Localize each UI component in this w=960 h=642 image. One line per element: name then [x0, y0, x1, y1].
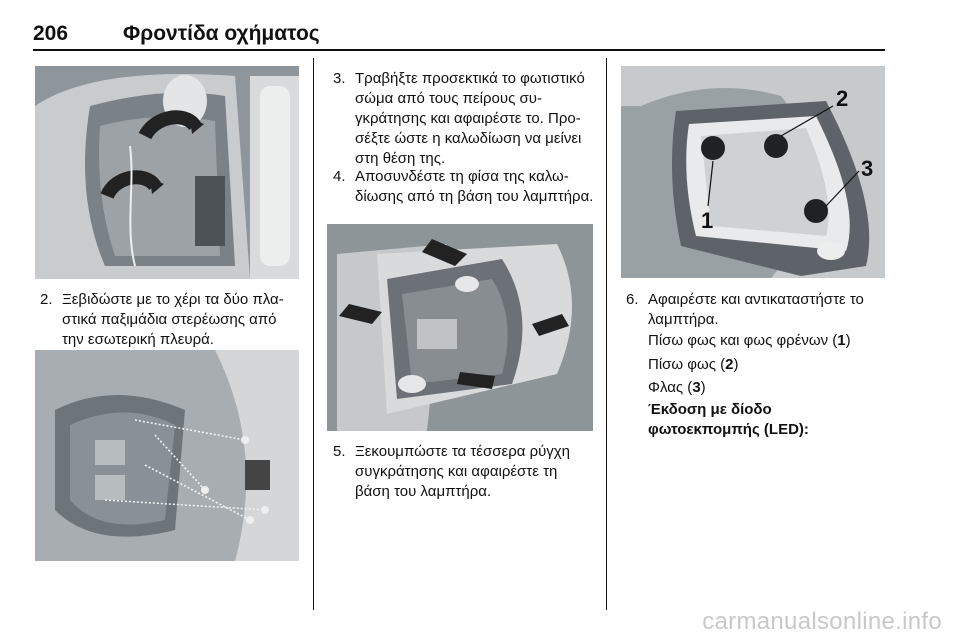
step-number: 5. — [333, 443, 346, 460]
figure-retaining-pins — [35, 350, 299, 561]
callout-2: 2 — [836, 86, 849, 111]
header-rule — [33, 49, 885, 51]
bulb-flash — [648, 378, 706, 398]
step-number: 4. — [333, 168, 346, 185]
figure-bulb-locations — [621, 66, 885, 278]
step-number: 2. — [40, 291, 53, 308]
page-title: Φροντίδα οχήματος — [123, 22, 320, 45]
step-6 — [626, 290, 888, 330]
step-number: 6. — [626, 291, 639, 308]
step-4 — [333, 167, 595, 207]
step-text: Αποσυνδέστε τη φίσα της καλωδίωσης από τη βάση του λαμπτήρα. — [355, 168, 594, 205]
paren-close: ) — [733, 356, 739, 373]
watermark: carmanualsonline.info — [702, 608, 942, 635]
step-2 — [40, 290, 302, 350]
page-header — [33, 22, 885, 50]
led-version-heading: Έκδοση με δίοδο φωτοεκπομπής (LED): — [648, 401, 809, 438]
paren-close: ) — [700, 379, 706, 396]
bulb-flash-number: 3 — [692, 379, 701, 396]
callout-3: 3 — [861, 156, 874, 181]
step-3 — [333, 69, 595, 169]
step-text: Τραβήξτε προσεκτικά το φωτιστικό σώμα από τους πείρους συγκράτησης και αφαιρέστε το. Προσέξτε ώστε η καλωδίωση να μείνει στη θέση της. — [355, 70, 585, 167]
figure-unscrew-nuts — [35, 66, 299, 279]
paren-close: ) — [845, 332, 851, 349]
figure-bulb-holder-tabs — [327, 224, 593, 431]
bulb-flash-label: Φλας ( — [648, 379, 693, 396]
bulb-tail-label: Πίσω φως ( — [648, 356, 726, 373]
step-text: Ξεκουμπώστε τα τέσσερα ρύγχη συγκράτησης και αφαιρέστε τη βάση του λαμπτήρα. — [355, 443, 571, 500]
step-text: Αφαιρέστε και αντικαταστήστε το λαμπτήρα. — [648, 291, 864, 328]
bulb-tail-brake-number: 1 — [837, 332, 846, 349]
column-divider-left — [313, 58, 314, 610]
step-number: 3. — [333, 70, 346, 87]
bulb-tail — [648, 355, 738, 375]
bulb-tail-brake — [648, 331, 851, 351]
step-text: Ξεβιδώστε με το χέρι τα δύο πλαστικά παξιμάδια στερέωσης από την εσωτερική πλευρά. — [62, 291, 284, 348]
column-divider-right — [606, 58, 607, 610]
bulb-tail-number: 2 — [725, 356, 734, 373]
step-5 — [333, 442, 595, 502]
page-number: 206 — [33, 22, 69, 45]
bulb-tail-brake-label: Πίσω φως και φως φρένων ( — [648, 332, 838, 349]
callout-1: 1 — [701, 208, 714, 233]
